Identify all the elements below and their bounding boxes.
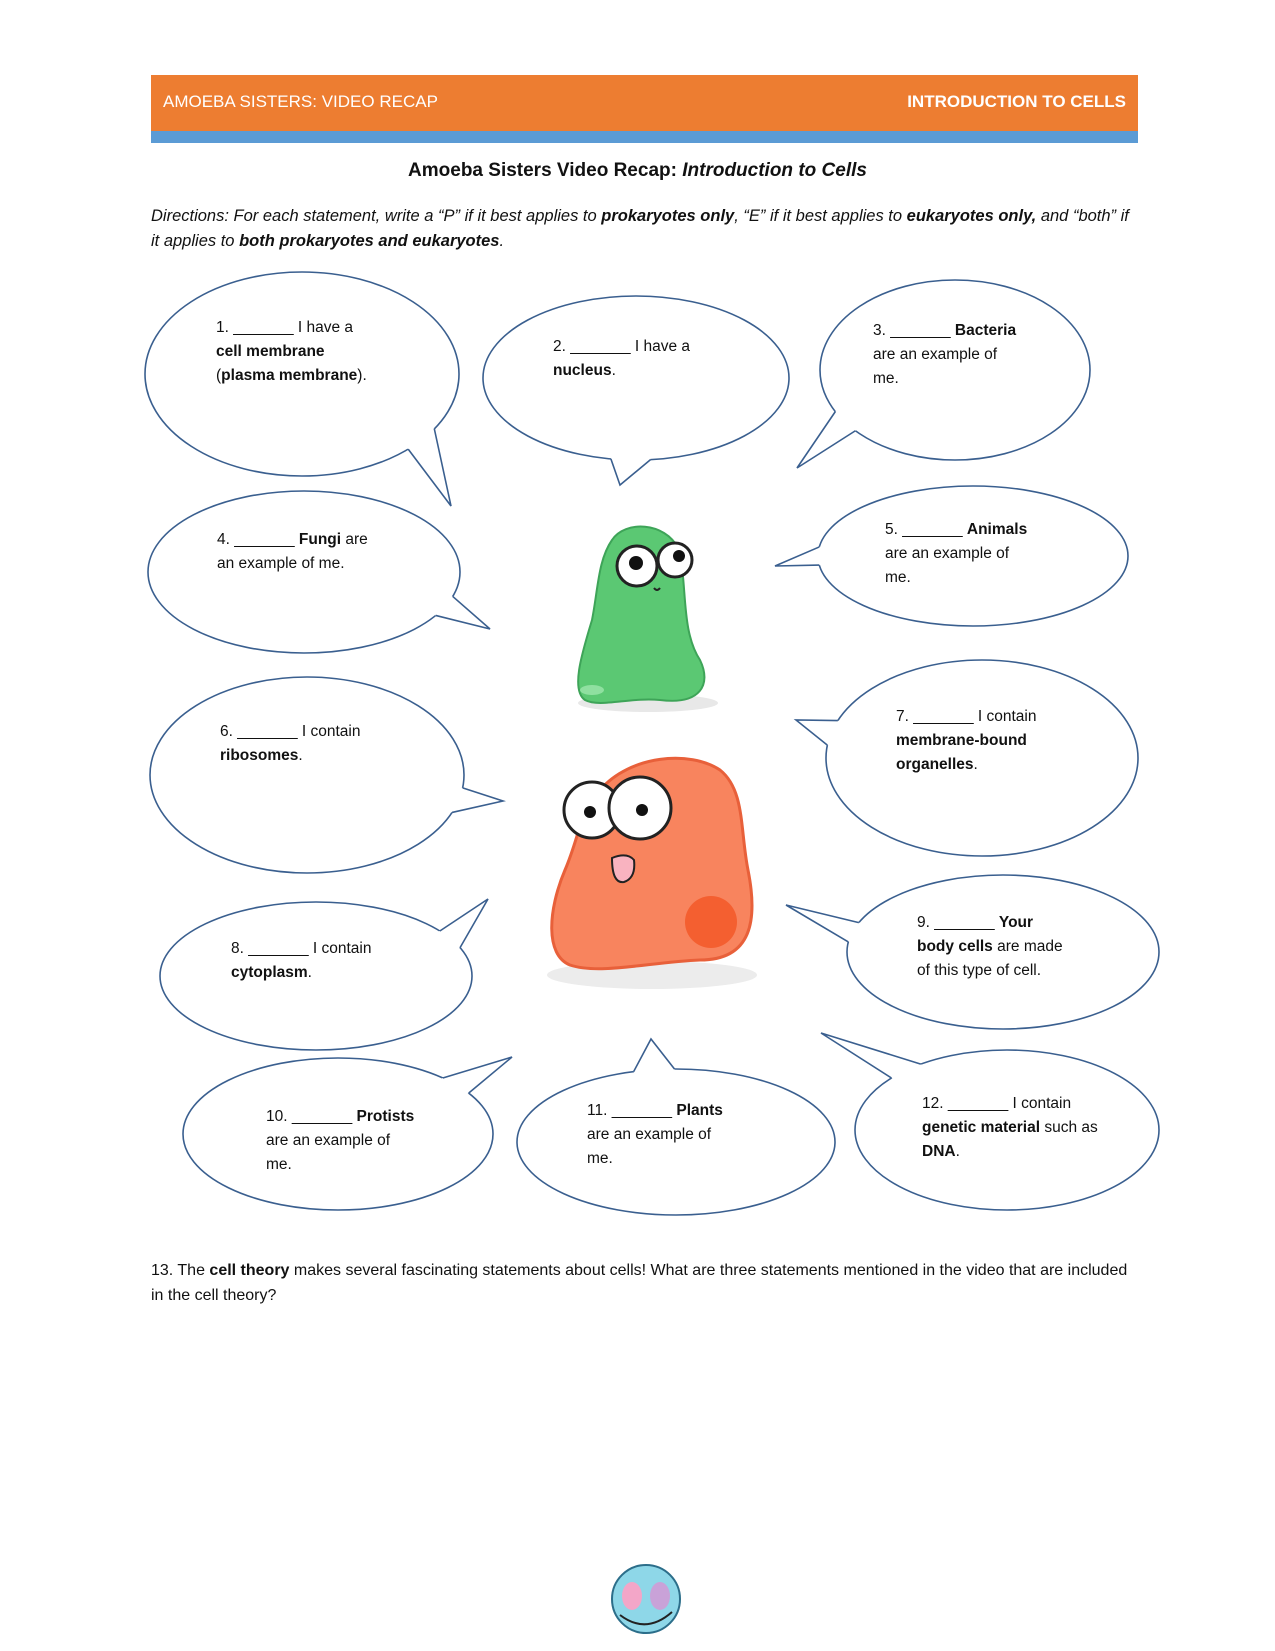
statement-line xyxy=(216,316,367,340)
statement-line xyxy=(917,911,1063,935)
statement-text: me. xyxy=(873,370,899,387)
directions-label: Directions xyxy=(151,207,225,225)
statement-text: 4. _______ xyxy=(217,531,299,548)
statement-line xyxy=(216,364,367,388)
speech-bubble-2 xyxy=(483,296,789,485)
statement-text: . xyxy=(298,747,303,764)
statement-keyword: plasma membrane xyxy=(221,367,358,384)
amoeba-sisters-logo xyxy=(612,1565,680,1633)
statement-keyword: cell membrane xyxy=(216,343,325,360)
bubble-statement-6 xyxy=(220,720,360,768)
statement-keyword: organelles xyxy=(896,756,974,773)
statement-text: 9. _______ xyxy=(917,914,999,931)
directions-text: . xyxy=(499,232,505,250)
statement-text: me. xyxy=(266,1156,292,1173)
question-13 xyxy=(151,1258,1131,1308)
q13-bold: cell theory xyxy=(209,1262,290,1279)
bubble-statement-1 xyxy=(216,316,367,388)
bubble-statement-3 xyxy=(873,319,1016,391)
statement-line xyxy=(917,935,1063,959)
statement-text: . xyxy=(973,756,978,773)
statement-text: are an example of xyxy=(587,1126,712,1143)
statement-line xyxy=(553,335,690,359)
statement-text: 5. _______ xyxy=(885,521,967,538)
statement-text: are an example of xyxy=(266,1132,391,1149)
statement-keyword: ribosomes xyxy=(220,747,299,764)
statement-text: me. xyxy=(587,1150,613,1167)
statement-line xyxy=(922,1140,1098,1164)
statement-keyword: Animals xyxy=(966,521,1028,538)
statement-line xyxy=(896,753,1036,777)
directions-text: : For each statement, write a “P” if it best applies to xyxy=(224,207,602,225)
header-left-title: AMOEBA SISTERS: VIDEO RECAP xyxy=(163,92,438,111)
statement-line xyxy=(885,566,1027,590)
title-plain: Amoeba Sisters Video Recap: xyxy=(408,160,683,181)
q13-text: 13. The xyxy=(151,1262,210,1279)
statement-line xyxy=(587,1099,723,1123)
statement-keyword: body cells xyxy=(917,938,993,955)
statement-line xyxy=(873,319,1016,343)
bubble-statement-5 xyxy=(885,518,1027,590)
statement-line xyxy=(220,744,360,768)
statement-keyword: Bacteria xyxy=(954,322,1017,339)
statement-text: 8. _______ I contain xyxy=(231,940,372,957)
green-cell-illustration xyxy=(578,527,718,712)
statement-text: an example of me. xyxy=(217,555,345,572)
bubble-statement-9 xyxy=(917,911,1063,983)
bubble-statement-7 xyxy=(896,705,1036,777)
statement-line xyxy=(220,720,360,744)
statement-keyword: membrane-bound xyxy=(896,732,1027,749)
statement-line xyxy=(922,1116,1098,1140)
statement-line xyxy=(231,961,371,985)
statement-keyword: DNA xyxy=(922,1143,956,1160)
statement-line xyxy=(873,343,1016,367)
statement-keyword: Plants xyxy=(676,1102,723,1119)
bubble-statement-12 xyxy=(922,1092,1098,1164)
statement-text: 12. _______ I contain xyxy=(922,1095,1072,1112)
statement-line xyxy=(266,1105,414,1129)
statement-text: 10. _______ xyxy=(266,1108,357,1125)
statement-text: are xyxy=(341,531,368,548)
statement-text: are an example of xyxy=(885,545,1010,562)
statement-text: 2. _______ I have a xyxy=(553,338,691,355)
statement-text: 3. _______ xyxy=(873,322,955,339)
statement-line xyxy=(217,528,368,552)
statement-text: are an example of xyxy=(873,346,998,363)
statement-line xyxy=(896,705,1036,729)
bubble-statement-8 xyxy=(231,937,371,985)
statement-text: such as xyxy=(1040,1119,1098,1136)
bubble-statement-4 xyxy=(217,528,368,576)
statement-text: . xyxy=(955,1143,960,1160)
statement-text: 1. _______ I have a xyxy=(216,319,354,336)
statement-line xyxy=(231,937,371,961)
directions-bold: both prokaryotes and eukaryotes xyxy=(239,232,500,250)
statement-line xyxy=(873,367,1016,391)
statement-line xyxy=(587,1123,723,1147)
speech-bubble-6 xyxy=(150,677,503,873)
speech-bubble-1 xyxy=(145,272,459,506)
header-right-title: INTRODUCTION TO CELLS xyxy=(907,92,1126,111)
statement-text: 11. _______ xyxy=(587,1102,677,1119)
statement-keyword: cytoplasm xyxy=(231,964,308,981)
directions-text: , “E” if it best applies to xyxy=(734,207,907,225)
statement-text: are made xyxy=(992,938,1063,955)
directions-text: and “both” if it applies to xyxy=(151,207,1129,250)
directions-bold: prokaryotes only xyxy=(601,207,735,225)
statement-text: ( xyxy=(216,367,222,384)
statement-text: ). xyxy=(357,367,367,384)
bubble-statement-10 xyxy=(266,1105,414,1177)
title-italic: Introduction to Cells xyxy=(682,160,867,181)
statement-text: . xyxy=(307,964,312,981)
statement-line xyxy=(896,729,1036,753)
statement-line xyxy=(922,1092,1098,1116)
statement-text: 6. _______ I contain xyxy=(220,723,361,740)
statement-text: me. xyxy=(885,569,911,586)
statement-line xyxy=(885,542,1027,566)
statement-keyword: Protists xyxy=(356,1108,415,1125)
statement-text: 7. _______ I contain xyxy=(896,708,1037,725)
directions-bold: eukaryotes only, xyxy=(906,207,1037,225)
bubble-statement-11 xyxy=(587,1099,723,1171)
statement-keyword: Fungi xyxy=(298,531,342,548)
statement-line xyxy=(266,1129,414,1153)
statement-text: . xyxy=(611,362,616,379)
statement-line xyxy=(917,959,1063,983)
statement-keyword: Your xyxy=(998,914,1034,931)
q13-text: makes several fascinating statements about cells! What are three statements mentioned in the video that are included in the cell theory? xyxy=(151,1262,1128,1304)
bubble-statement-2 xyxy=(553,335,690,383)
statement-line xyxy=(266,1153,414,1177)
statement-line xyxy=(885,518,1027,542)
statement-line xyxy=(553,359,690,383)
statement-keyword: genetic material xyxy=(922,1119,1041,1136)
statement-line xyxy=(217,552,368,576)
statement-line xyxy=(587,1147,723,1171)
orange-cell-illustration xyxy=(547,758,757,989)
statement-text: of this type of cell. xyxy=(917,962,1042,979)
statement-keyword: nucleus xyxy=(553,362,612,379)
statement-line xyxy=(216,340,367,364)
